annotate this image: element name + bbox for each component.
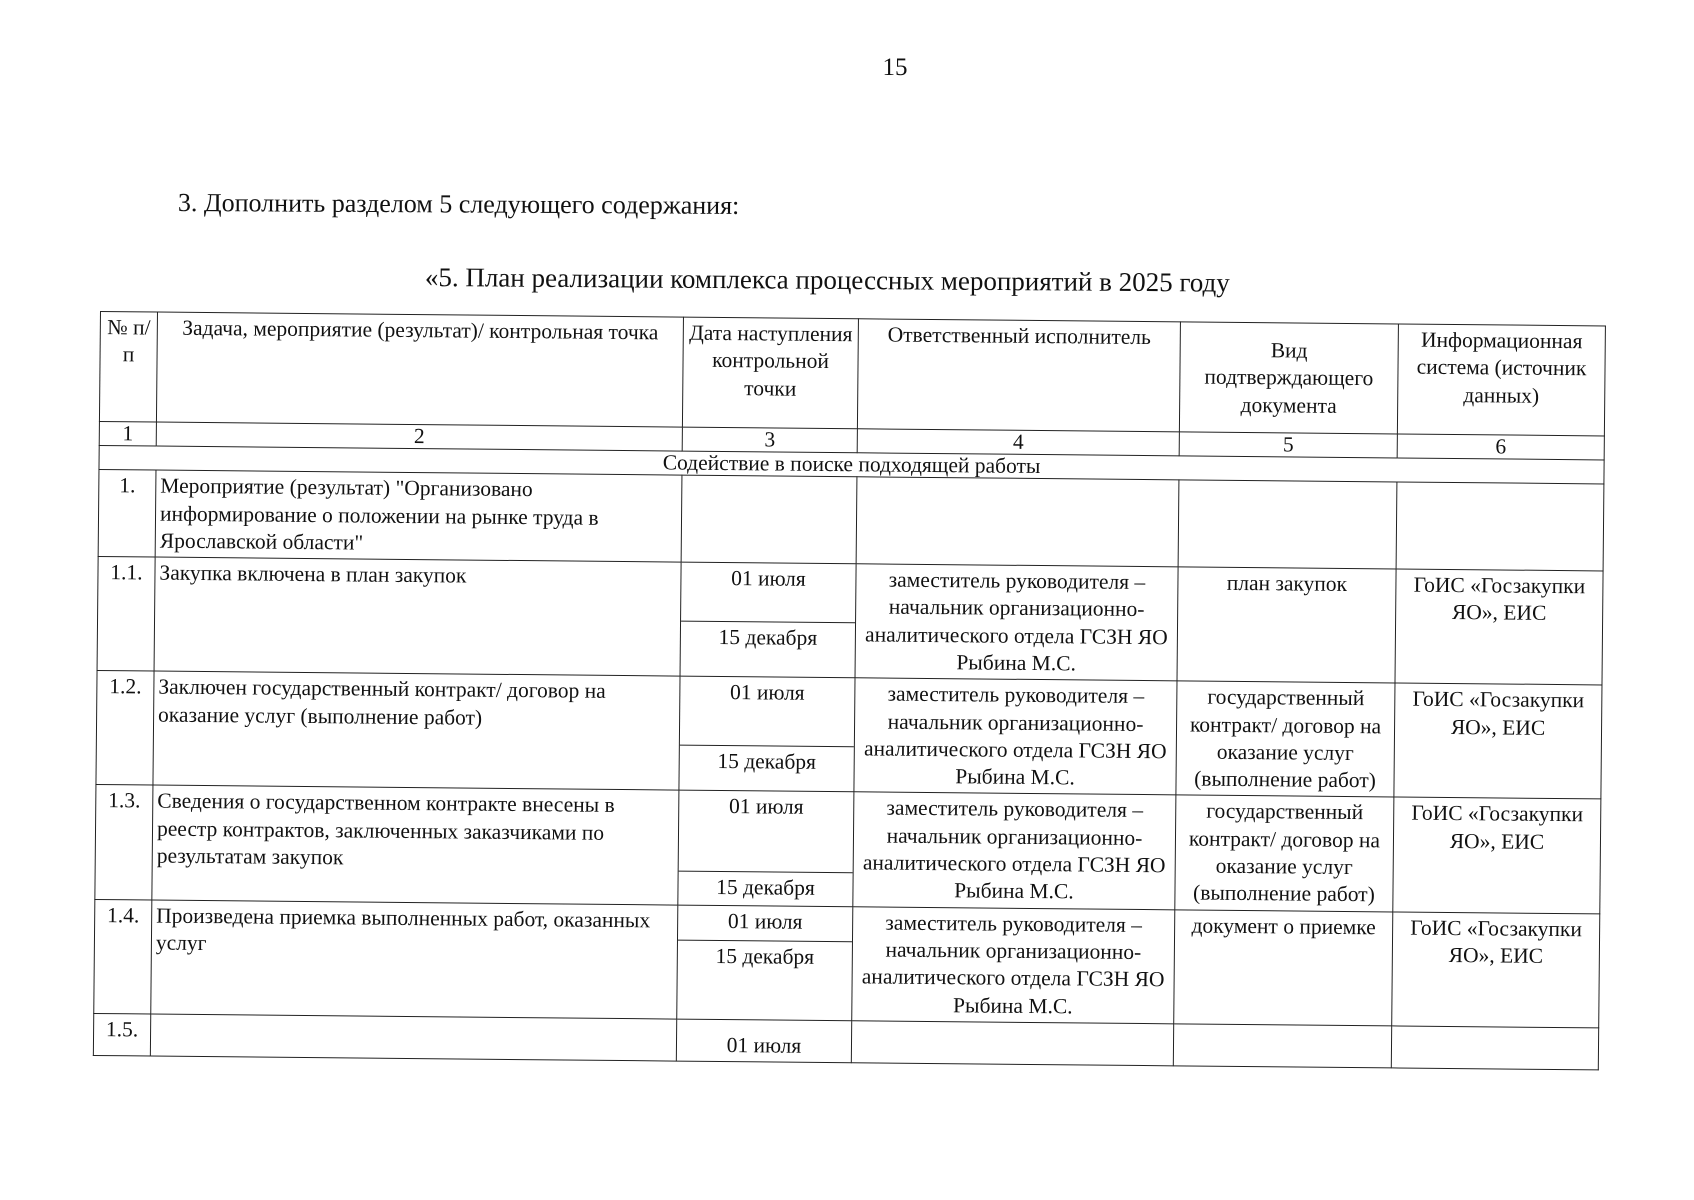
- row-info-system: ГоИС «Госзакупки ЯО», ЕИС: [1394, 683, 1602, 799]
- row-date-start: 01 июля: [678, 905, 852, 942]
- header-doc-type: Вид подтверждающего документа: [1179, 322, 1398, 434]
- header-date: Дата наступления контрольной точки: [682, 317, 858, 429]
- row-doc-type: [1173, 1024, 1391, 1068]
- header-responsible: Ответственный исполнитель: [857, 319, 1180, 432]
- column-number: 5: [1179, 432, 1397, 458]
- row-responsible: [856, 477, 1179, 567]
- row-number: 1.5.: [93, 1013, 150, 1056]
- row-doc-type: план закупок: [1177, 567, 1396, 683]
- row-task: Мероприятие (результат) "Организовано информирование о положении на рынке труда в Ярославской области": [155, 470, 682, 562]
- instruction-text: 3. Дополнить разделом 5 следующего содержания:: [177, 188, 740, 220]
- row-task: Произведена приемка выполненных работ, оказанных услуг: [151, 900, 678, 1019]
- column-number: 1: [99, 421, 156, 445]
- row-task: Сведения о государственном контракте внесены в реестр контрактов, заключенных заказчиками по результатам закупок: [152, 785, 679, 904]
- row-dates: [677, 905, 853, 1021]
- row-task: Заключен государственный контракт/ договор на оказание услуг (выполнение работ): [153, 671, 680, 790]
- group-title: Содействие в поиске подходящей работы: [99, 445, 1604, 484]
- header-task: Задача, мероприятие (результат)/ контрольная точка: [156, 312, 683, 427]
- table-row: [98, 470, 1604, 571]
- row-doc-type: документ о приемке: [1174, 910, 1393, 1026]
- row-responsible: заместитель руководителя – начальник организационно-аналитического отдела ГСЗН ЯО Рыбина М.С.: [855, 564, 1178, 681]
- row-doc-type: государственный контракт/ договор на оказание услуг (выполнение работ): [1175, 795, 1394, 911]
- page-number: 15: [882, 54, 908, 81]
- row-info-system: ГоИС «Госзакупки ЯО», ЕИС: [1392, 912, 1600, 1028]
- plan-table-container: [93, 311, 1605, 1071]
- table-header-row: [99, 312, 1605, 436]
- column-number: 2: [156, 422, 682, 451]
- table-row: [94, 899, 1600, 1028]
- row-date: [681, 475, 857, 564]
- table-row: [95, 785, 1601, 914]
- row-number: 1.2.: [96, 671, 154, 786]
- section-title: «5. План реализации комплекса процессных мероприятий в 2025 году: [424, 262, 1230, 298]
- header-num: № п/п: [99, 312, 157, 423]
- row-info-system: [1396, 482, 1604, 571]
- row-date-end: 15 декабря: [715, 943, 815, 969]
- row-dates: [680, 562, 856, 678]
- row-responsible: заместитель руководителя – начальник организационно-аналитического отдела ГСЗН ЯО Рыбина М.С.: [852, 906, 1175, 1023]
- column-number: 6: [1397, 434, 1604, 460]
- row-number: 1.3.: [95, 785, 153, 900]
- row-dates: [678, 791, 854, 907]
- row-doc-type: [1178, 480, 1397, 569]
- row-date-start: 01 июля: [680, 677, 855, 748]
- row-number: 1.4.: [94, 899, 152, 1014]
- row-date-end: 15 декабря: [717, 749, 817, 775]
- header-info-system: Информационная система (источник данных): [1397, 324, 1605, 436]
- row-date-end: 15 декабря: [718, 625, 818, 650]
- table-row: [96, 671, 1602, 800]
- table-row: [97, 557, 1603, 686]
- row-task: Закупка включена в план закупок: [154, 557, 681, 676]
- row-responsible: заместитель руководителя – начальник организационно-аналитического отдела ГСЗН ЯО Рыбина М.С.: [854, 678, 1177, 795]
- row-date-end: 15 декабря: [716, 875, 815, 901]
- row-info-system: [1391, 1026, 1598, 1070]
- row-responsible: заместитель руководителя – начальник организационно-аналитического отдела ГСЗН ЯО Рыбина М.С.: [853, 792, 1176, 909]
- row-doc-type: государственный контракт/ договор на оказание услуг (выполнение работ): [1176, 681, 1395, 797]
- row-task: [150, 1014, 676, 1061]
- row-responsible: [851, 1021, 1173, 1066]
- row-dates: [679, 676, 855, 792]
- row-date: 01 июля: [676, 1019, 851, 1063]
- row-date-start: 01 июля: [679, 791, 854, 874]
- column-number: 3: [682, 427, 857, 452]
- row-date-start: 01 июля: [681, 563, 856, 624]
- row-info-system: ГоИС «Госзакупки ЯО», ЕИС: [1395, 569, 1603, 685]
- row-number: 1.: [98, 470, 156, 557]
- row-info-system: ГоИС «Госзакупки ЯО», ЕИС: [1393, 797, 1601, 913]
- row-number: 1.1.: [97, 557, 155, 672]
- plan-table: [93, 311, 1606, 1071]
- column-number: 4: [857, 429, 1179, 456]
